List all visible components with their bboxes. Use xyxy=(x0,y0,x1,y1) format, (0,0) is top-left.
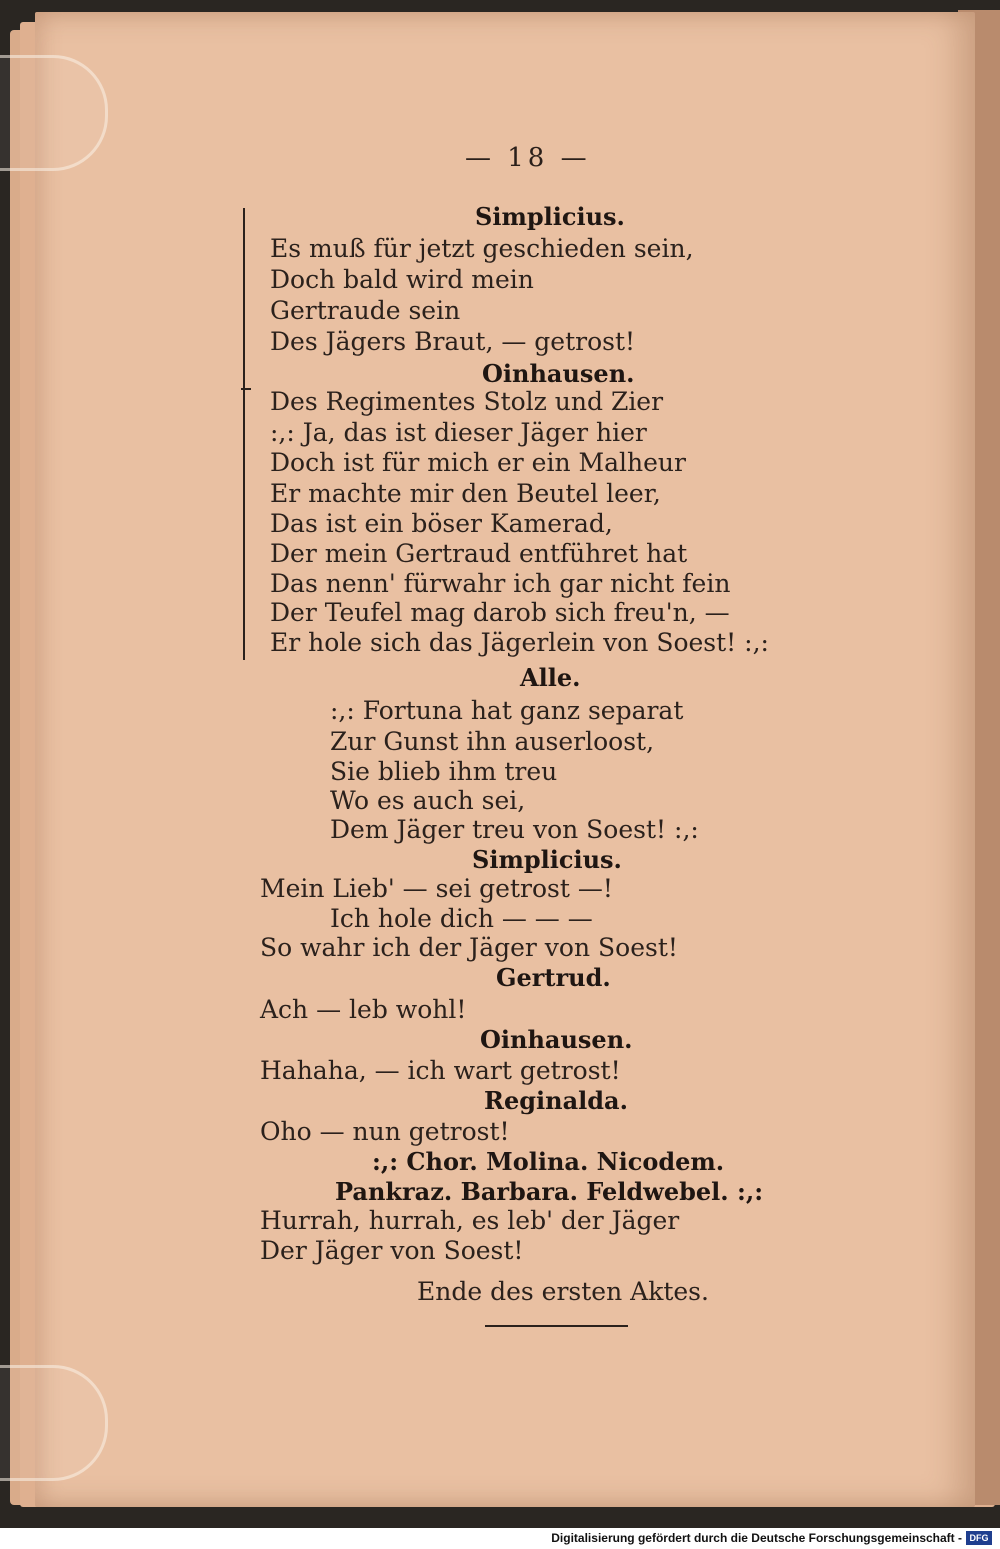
verse-line: Ich hole dich — — — xyxy=(330,904,593,933)
page-number: — 18 — xyxy=(465,143,591,173)
verse-line: Oho — nun getrost! xyxy=(260,1117,510,1146)
act-end-line: Ende des ersten Aktes. xyxy=(417,1277,709,1306)
verse-line: Hahaha, — ich wart getrost! xyxy=(260,1056,621,1085)
speaker-heading: Simplicius. xyxy=(472,845,622,874)
verse-line: Des Regimentes Stolz und Zier xyxy=(270,387,664,416)
verse-line: Sie blieb ihm treu xyxy=(330,757,558,786)
verse-line: Das nenn' fürwahr ich gar nicht fein xyxy=(270,569,731,598)
verse-line: :,: Fortuna hat ganz separat xyxy=(330,696,684,725)
book-clip-bottom xyxy=(0,1365,108,1481)
verse-line: Das ist ein böser Kamerad, xyxy=(270,509,613,538)
verse-line: Der Jäger von Soest! xyxy=(260,1236,524,1265)
speaker-heading: Simplicius. xyxy=(475,202,625,231)
verse-line: Gertraude sein xyxy=(270,296,461,325)
verse-line: Zur Gunst ihn auserloost, xyxy=(330,727,655,756)
verse-line: Ach — leb wohl! xyxy=(260,995,467,1024)
speaker-heading: Oinhausen. xyxy=(480,1025,633,1054)
speaker-heading: Oinhausen. xyxy=(482,359,635,388)
dfg-logo: DFG xyxy=(966,1531,992,1545)
footer-credit: Digitalisierung gefördert durch die Deutsche Forschungsgemeinschaft - xyxy=(551,1531,962,1545)
verse-line: Wo es auch sei, xyxy=(330,786,526,815)
verse-line: Er hole sich das Jägerlein von Soest! :,: xyxy=(270,628,769,657)
speaker-heading: Gertrud. xyxy=(496,963,611,992)
verse-line: Dem Jäger treu von Soest! :,: xyxy=(330,815,699,844)
verse-line: Er machte mir den Beutel leer, xyxy=(270,479,661,508)
verse-line: Der mein Gertraud entführet hat xyxy=(270,539,688,568)
verse-line: Mein Lieb' — sei getrost —! xyxy=(260,874,613,903)
verse-brace-tip xyxy=(241,388,251,402)
verse-line: Doch ist für mich er ein Malheur xyxy=(270,448,686,477)
verse-line: Der Teufel mag darob sich freu'n, — xyxy=(270,598,730,627)
verse-line: So wahr ich der Jäger von Soest! xyxy=(260,933,678,962)
verse-line: Hurrah, hurrah, es leb' der Jäger xyxy=(260,1206,680,1235)
verse-line: :,: Ja, das ist dieser Jäger hier xyxy=(270,418,647,447)
verse-line: Des Jägers Braut, — getrost! xyxy=(270,327,636,356)
book-clip-top xyxy=(0,55,108,171)
speaker-heading: :,: Chor. Molina. Nicodem. xyxy=(372,1147,725,1176)
speaker-heading: Pankraz. Barbara. Feldwebel. :,: xyxy=(335,1177,764,1206)
verse-line: Doch bald wird mein xyxy=(270,265,534,294)
speaker-heading: Alle. xyxy=(520,663,581,692)
speaker-heading: Reginalda. xyxy=(484,1086,628,1115)
closing-rule xyxy=(485,1325,628,1327)
verse-brace xyxy=(243,208,257,660)
verse-line: Es muß für jetzt geschieden sein, xyxy=(270,234,694,263)
